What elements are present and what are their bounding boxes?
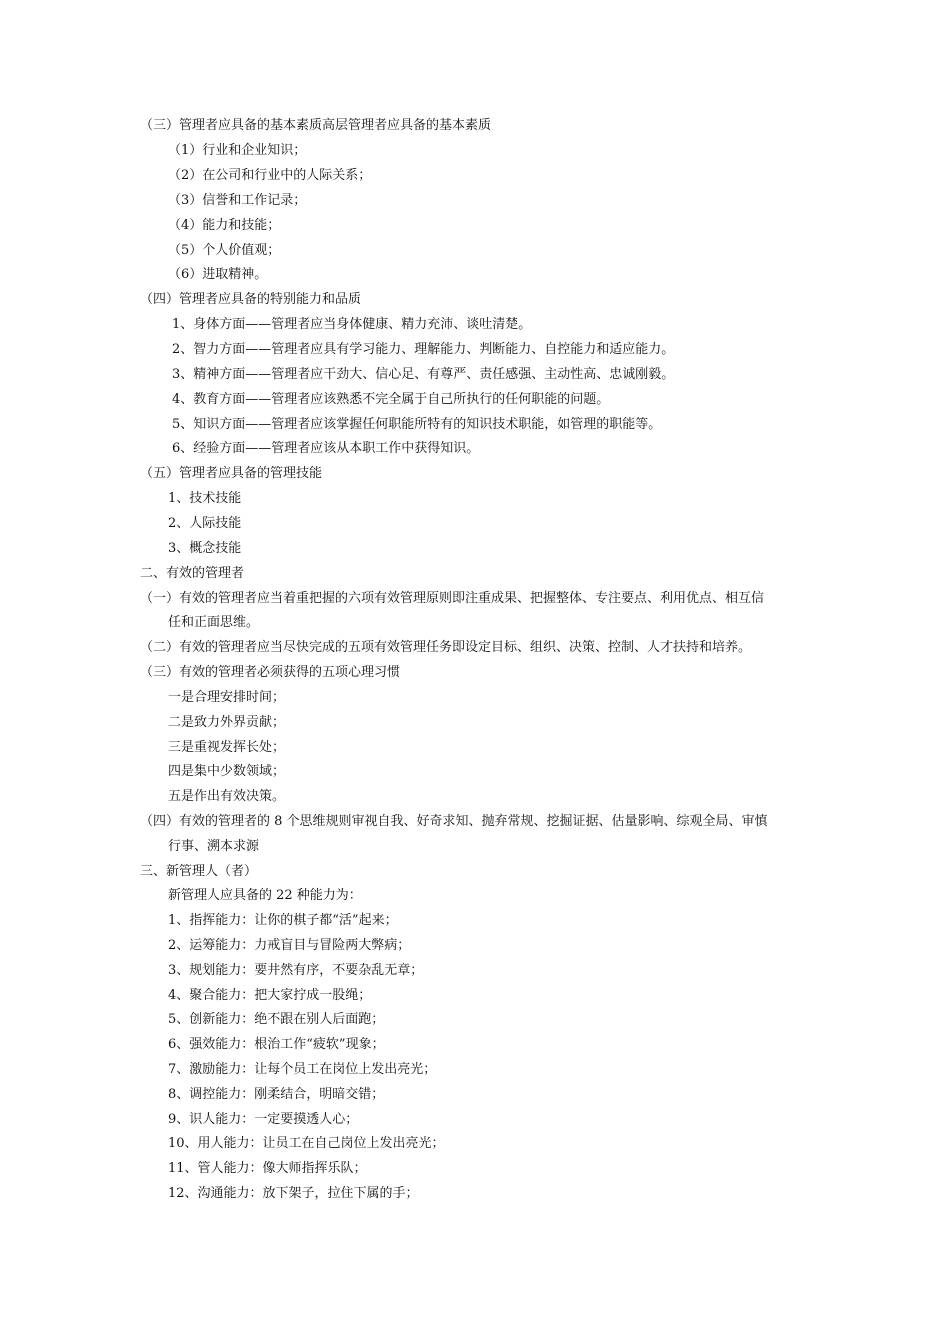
list-item: 2、运筹能力：力戒盲目与冒险两大弊病； xyxy=(168,938,411,953)
list-item: 4、教育方面——管理者应该熟悉不完全属于自己所执行的任何职能的问题。 xyxy=(172,392,610,407)
list-item: 3、精神方面——管理者应干劲大、信心足、有尊严、责任感强、主动性高、忠诚刚毅。 xyxy=(172,367,675,382)
list-item: 7、激励能力：让每个员工在岗位上发出亮光； xyxy=(168,1062,437,1077)
list-item: 1、身体方面——管理者应当身体健康、精力充沛、谈吐清楚。 xyxy=(172,317,532,332)
part-heading: 三、新管理人（者） xyxy=(140,864,258,879)
list-item: 一是合理安排时间； xyxy=(168,690,286,705)
list-item: 五是作出有效决策。 xyxy=(168,789,286,804)
list-item: 1、指挥能力：让你的棋子都“活”起来； xyxy=(168,913,398,928)
list-item: 8、调控能力：刚柔结合，明暗交错； xyxy=(168,1087,385,1102)
paragraph-line: 任和正面思维。 xyxy=(168,615,260,630)
list-item: （3）信誉和工作记录； xyxy=(168,193,307,208)
list-item: 5、创新能力：绝不跟在别人后面跑； xyxy=(168,1012,385,1027)
list-item: 四是集中少数领域； xyxy=(168,764,286,779)
list-item: 10、用人能力：让员工在自己岗位上发出亮光； xyxy=(168,1136,445,1151)
list-item: （1）行业和企业知识； xyxy=(168,143,307,158)
list-item: 9、识人能力：一定要摸透人心； xyxy=(168,1112,359,1127)
list-item: （2）在公司和行业中的人际关系； xyxy=(168,168,372,183)
list-item: 5、知识方面——管理者应该掌握任何职能所特有的知识技术职能，如管理的职能等。 xyxy=(172,417,662,432)
section-heading: （三）管理者应具备的基本素质高层管理者应具备的基本素质 xyxy=(140,118,492,133)
list-item: 3、概念技能 xyxy=(168,541,242,556)
paragraph-line: （一）有效的管理者应当着重把握的六项有效管理原则即注重成果、把握整体、专注要点、利用优点、相互信 xyxy=(140,591,765,606)
list-item: 1、技术技能 xyxy=(168,491,242,506)
list-item: （5）个人价值观； xyxy=(168,243,281,258)
section-heading: （五）管理者应具备的管理技能 xyxy=(140,466,323,481)
section-heading: （四）管理者应具备的特别能力和品质 xyxy=(140,292,362,307)
list-item: 二是致力外界贡献； xyxy=(168,715,286,730)
list-item: 11、管人能力：像大师指挥乐队； xyxy=(168,1161,367,1176)
list-item: 3、规划能力：要井然有序，不要杂乱无章； xyxy=(168,963,424,978)
part-heading: 二、有效的管理者 xyxy=(140,566,245,581)
list-item: 2、智力方面——管理者应具有学习能力、理解能力、判断能力、自控能力和适应能力。 xyxy=(172,342,675,357)
list-item: 6、经验方面——管理者应该从本职工作中获得知识。 xyxy=(172,441,480,456)
paragraph-line: 行事、溯本求源 xyxy=(168,839,260,854)
paragraph-line: 新管理人应具备的 22 种能力为： xyxy=(168,888,362,903)
list-item: 6、强效能力：根治工作“疲软”现象； xyxy=(168,1037,385,1052)
paragraph-line: （二）有效的管理者应当尽快完成的五项有效管理任务即设定目标、组织、决策、控制、人才扶持和培养。 xyxy=(140,640,752,655)
list-item: 三是重视发挥长处； xyxy=(168,740,286,755)
section-heading: （三）有效的管理者必须获得的五项心理习惯 xyxy=(140,665,401,680)
list-item: 2、人际技能 xyxy=(168,516,242,531)
list-item: 4、聚合能力：把大家拧成一股绳； xyxy=(168,988,372,1003)
paragraph-line: （四）有效的管理者的 8 个思维规则审视自我、好奇求知、抛弃常规、挖掘证据、估量影响、综观全局、审慎 xyxy=(140,814,768,829)
list-item: （4）能力和技能； xyxy=(168,218,281,233)
list-item: 12、沟通能力：放下架子，拉住下属的手； xyxy=(168,1186,419,1201)
list-item: （6）进取精神。 xyxy=(168,267,268,282)
